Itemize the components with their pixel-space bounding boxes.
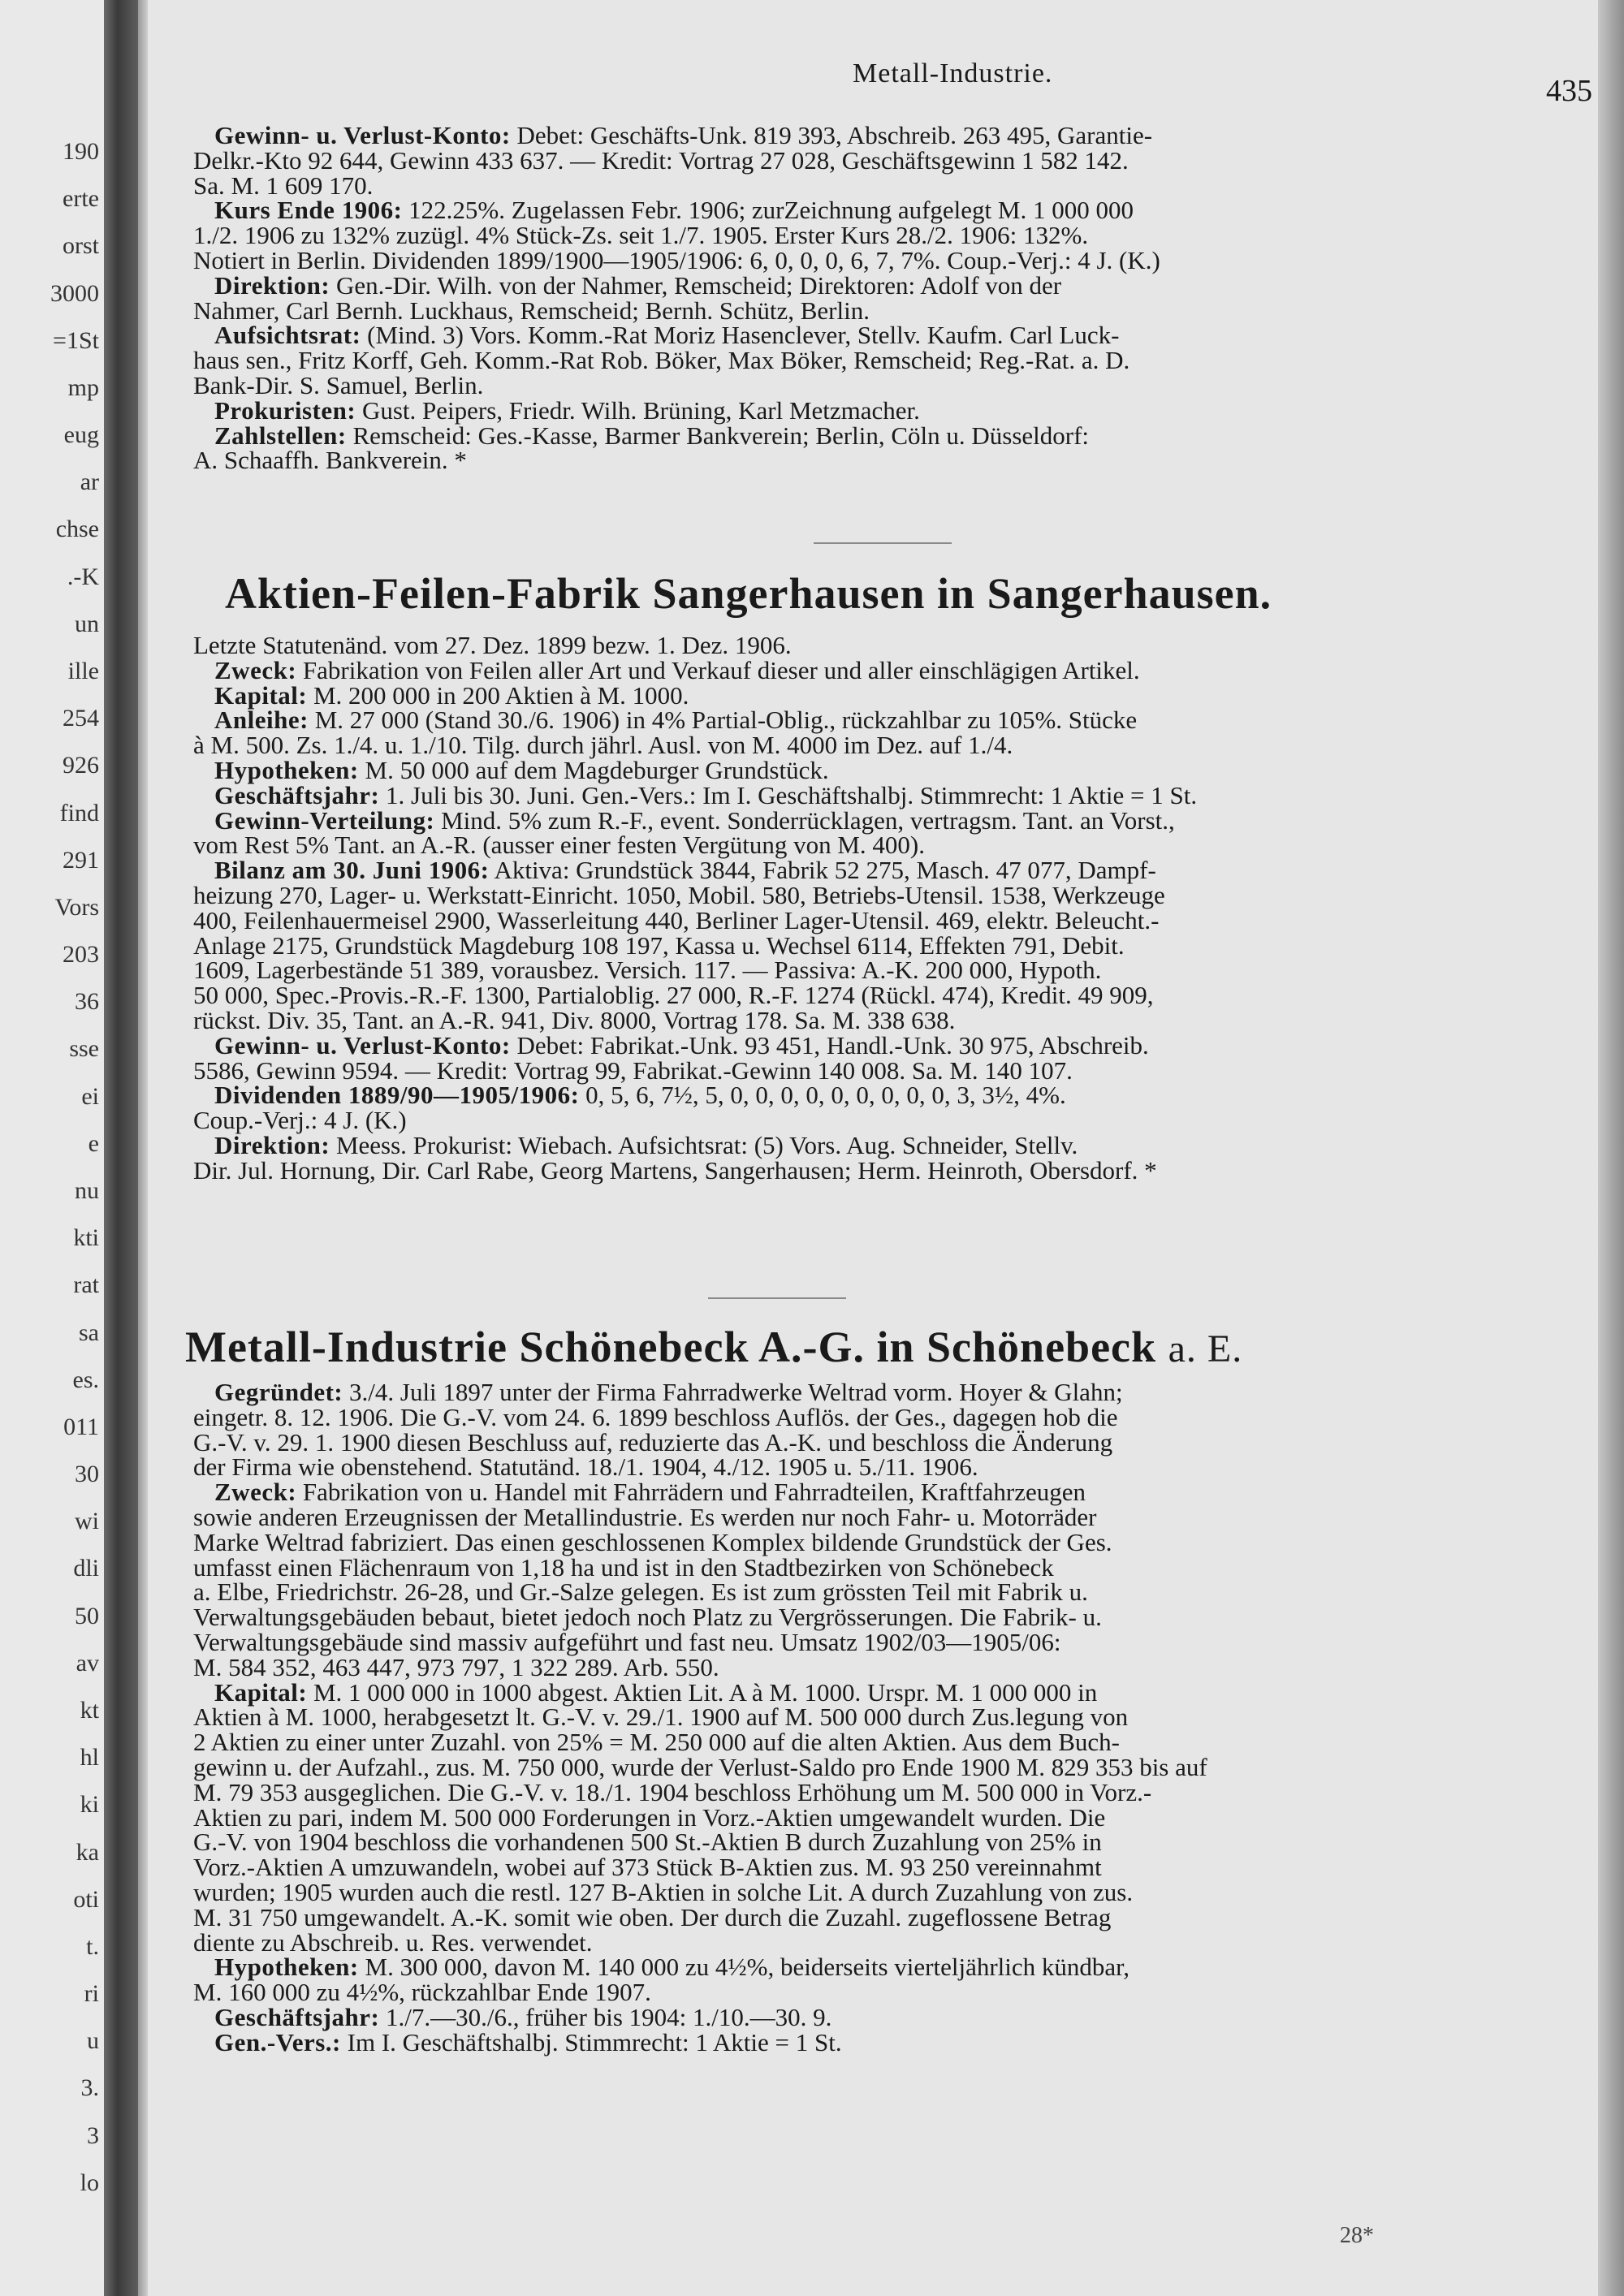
entry-label: Direktion: <box>214 1130 330 1159</box>
text-line <box>190 1730 1583 1755</box>
entry-text: wurden; 1905 wurden auch die restl. 127 B-Aktien in solche Lit. A durch Zuzahlung von zus. <box>193 1877 1134 1906</box>
entry-text: 1. Juli bis 30. Juni. Gen.-Vers.: Im I. Geschäftshalbj. Stimmrecht: 1 Aktie = 1 St. <box>379 780 1198 809</box>
text-line <box>190 296 1583 325</box>
text-line <box>190 1030 1583 1060</box>
entry-text: M. 31 750 umgewandelt. A.-K. somit wie oben. Der durch die Zuzahl. zugeflossene Betrag <box>193 1902 1112 1931</box>
text-line <box>190 395 1583 425</box>
entry-label: Hypotheken: <box>214 755 359 784</box>
left-page-fragment: ille <box>67 658 99 684</box>
left-page-fragment: 291 <box>63 846 99 874</box>
entry-text: M. 200 000 in 200 Aktien à M. 1000. <box>307 680 689 710</box>
left-page-fragment: ar <box>80 468 99 496</box>
entry-text: diente zu Abschreib. u. Res. verwendet. <box>193 1927 593 1957</box>
text-line <box>190 905 1583 934</box>
left-page-fragment: erte <box>63 185 99 213</box>
entry-label: Dividenden 1889/90—1905/1906: <box>214 1081 580 1110</box>
heading-tail: a. E. <box>1168 1327 1243 1370</box>
book-page <box>148 0 1598 2296</box>
text-line <box>190 755 1583 784</box>
entry-text: Debet: Geschäfts-Unk. 819 393, Abschreib. 263 495, Garantie- <box>510 121 1153 149</box>
left-page-fragment: t. <box>86 1932 99 1960</box>
left-page-fragment: ei <box>81 1082 99 1110</box>
entry-label: Kurs Ende 1906: <box>214 196 403 225</box>
text-line <box>190 1452 1583 1482</box>
entry-text: Gust. Peipers, Friedr. Wilh. Brüning, Karl Metzmacher. <box>356 395 920 425</box>
entry-label: Gegründet: <box>214 1378 343 1406</box>
entry-text: Remscheid: Ges.-Kasse, Barmer Bankverein; Berlin, Cöln u. Düsseldorf: <box>346 421 1090 450</box>
entry-text: Notiert in Berlin. Dividenden 1899/1900—1905/1906: 6, 0, 0, 0, 6, 7, 7%. Coup.-Verj.: 4 J. (K.) <box>193 245 1160 274</box>
left-page-fragment: rat <box>73 1271 99 1299</box>
entry-text: umfasst einen Flächenraum von 1,18 ha und ist in den Stadtbezirken von Schönebeck <box>193 1552 1054 1582</box>
text-line <box>190 1527 1583 1556</box>
heading-main: Metall-Industrie Schönebeck A.-G. in Schönebeck <box>185 1323 1157 1371</box>
text-line <box>190 170 1583 200</box>
text-line <box>190 123 1583 149</box>
left-page-fragment: av <box>76 1649 99 1677</box>
entry-text: Aktiva: Grundstück 3844, Fabrik 52 275, Masch. 47 077, Dampf- <box>489 856 1156 885</box>
entry-label: Kapital: <box>214 680 308 710</box>
left-page-fragment: .-K <box>67 563 99 590</box>
entry-text: M. 27 000 (Stand 30./6. 1906) in 4% Partial-Oblig., rückzahlbar zu 105%. Stücke <box>308 706 1138 735</box>
left-page-fragment: 926 <box>63 752 99 779</box>
text-line <box>190 1380 1583 1405</box>
adjacent-left-page <box>0 0 104 2296</box>
left-page-fragment: mp <box>67 373 99 401</box>
left-page-fragment: 50 <box>75 1602 99 1629</box>
text-line <box>190 1902 1583 1931</box>
text-line <box>190 655 1583 684</box>
entry-text: G.-V. von 1904 beschloss die vorhandenen 500 St.-Aktien B durch Zuzahlung von 25% in <box>193 1828 1102 1857</box>
page-right-edge <box>1598 0 1624 2296</box>
left-page-fragment: =1St <box>53 326 99 354</box>
left-page-fragment: 30 <box>75 1461 99 1488</box>
entry-text: à M. 500. Zs. 1./4. u. 1./10. Tilg. durch jährl. Ausl. von M. 4000 im Dez. auf 1./4. <box>193 731 1013 760</box>
text-line <box>190 1427 1583 1457</box>
section-continuation <box>190 123 1583 473</box>
text-line <box>190 348 1583 373</box>
entry-label: Direktion: <box>214 270 330 300</box>
entry-text: 122.25%. Zugelassen Febr. 1906; zurZeichnung aufgelegt M. 1 000 000 <box>402 196 1134 225</box>
left-page-fragment: 3 <box>87 2121 99 2149</box>
text-line <box>190 983 1583 1008</box>
text-line <box>190 1877 1583 1906</box>
left-page-fragment: 3. <box>80 2074 99 2102</box>
left-page-fragment: ka <box>76 1838 99 1866</box>
entry-text: M. 1 000 000 in 1000 abgest. Aktien Lit. A à M. 1000. Urspr. M. 1 000 000 in <box>307 1677 1098 1707</box>
entry-text: a. Elbe, Friedrichstr. 26-28, und Gr.-Salze gelegen. Es ist zum grössten Teil mit Fabrik u. <box>193 1577 1088 1607</box>
entry-text: M. 50 000 auf dem Magdeburger Grundstück. <box>358 755 829 784</box>
entry-text: eingetr. 8. 12. 1906. Die G.-V. vom 24. 6. 1899 beschloss Auflös. der Ges., dagegen hob die <box>193 1402 1118 1431</box>
entry-text: Letzte Statutenänd. vom 27. Dez. 1899 bezw. 1. Dez. 1906. <box>193 631 792 659</box>
entry-text: M. 584 352, 463 447, 973 797, 1 322 289. Arb. 550. <box>193 1652 719 1681</box>
entry-text: Nahmer, Carl Bernh. Luckhaus, Remscheid; Bernh. Schütz, Berlin. <box>193 296 870 325</box>
left-page-fragment: kt <box>80 1697 99 1724</box>
text-line <box>190 1955 1583 1980</box>
entry-text: Delkr.-Kto 92 644, Gewinn 433 637. — Kredit: Vortrag 27 028, Geschäftsgewinn 1 582 142. <box>193 145 1129 175</box>
entry-text: Fabrikation von u. Handel mit Fahrrädern und Fahrradteilen, Kraftfahrzeugen <box>296 1478 1086 1507</box>
left-page-fragment: ki <box>80 1791 99 1819</box>
text-line <box>190 1005 1583 1034</box>
left-page-fragment: 254 <box>63 705 99 732</box>
entry-text: der Firma wie obenstehend. Statutänd. 18./1. 1904, 4./12. 1905 u. 5./11. 1906. <box>193 1452 978 1482</box>
entry-text: M. 160 000 zu 4½%, rückzahlbar Ende 1907. <box>193 1978 651 2007</box>
entry-text: Bank-Dir. S. Samuel, Berlin. <box>193 370 484 399</box>
text-line <box>190 2002 1583 2031</box>
left-page-fragment: es. <box>72 1366 99 1393</box>
entry-text: Vorz.-Aktien A umzuwandeln, wobei auf 373 Stück B-Aktien zus. M. 93 250 vereinnahmt <box>193 1853 1102 1882</box>
left-page-fragment: wi <box>75 1508 99 1535</box>
left-page-fragment: sse <box>69 1035 99 1063</box>
text-line <box>190 1830 1583 1855</box>
text-line <box>190 880 1583 909</box>
left-page-fragment: find <box>59 799 99 826</box>
left-page-fragment: un <box>75 610 99 637</box>
text-line <box>190 323 1583 348</box>
entry-text: Gen.-Dir. Wilh. von der Nahmer, Remscheid; Direktoren: Adolf von der <box>330 270 1062 300</box>
text-line <box>190 1777 1583 1806</box>
entry-label: Gewinn-Verteilung: <box>214 805 435 835</box>
entry-text: Fabrikation von Feilen aller Art und Verkauf dieser und aller einschlägigen Artikel. <box>296 655 1140 684</box>
entry-text: Meess. Prokurist: Wiebach. Aufsichtsrat: (5) Vors. Aug. Schneider, Stellv. <box>330 1130 1078 1159</box>
text-line <box>190 633 1583 658</box>
text-line <box>190 733 1583 758</box>
entry-text: A. Schaaffh. Bankverein. * <box>193 446 467 475</box>
text-line <box>190 1752 1583 1781</box>
text-line <box>190 145 1583 175</box>
section-schoenebeck-body <box>190 1380 1583 2056</box>
running-head: Metall-Industrie. <box>853 58 1053 88</box>
entry-text: Aktien zu pari, indem M. 500 000 Forderungen in Vorz.-Aktien umgewandelt wurden. Die <box>193 1802 1106 1832</box>
left-page-fragment: kti <box>73 1224 99 1252</box>
entry-text: Mind. 5% zum R.-F., event. Sonderrücklagen, vertragsm. Tant. an Vorst., <box>434 805 1175 835</box>
entry-text: Marke Weltrad fabriziert. Das einen geschlossenen Komplex bildende Grundstück der Ges. <box>193 1527 1112 1556</box>
left-page-fragment: lo <box>80 2169 99 2196</box>
text-line <box>190 833 1583 858</box>
text-line <box>190 1083 1583 1108</box>
entry-text: 5586, Gewinn 9594. — Kredit: Vortrag 99, Fabrikat.-Gewinn 140 008. Sa. M. 140 107. <box>193 1055 1073 1085</box>
entry-text: 3./4. Juli 1897 unter der Firma Fahrradwerke Weltrad vorm. Hoyer & Glahn; <box>343 1378 1123 1406</box>
section-sangerhausen-body <box>190 633 1583 1184</box>
entry-text: Debet: Fabrikat.-Unk. 93 451, Handl.-Unk. 30 975, Abschreib. <box>510 1030 1149 1060</box>
text-line <box>190 1802 1583 1832</box>
left-page-fragment: 3000 <box>50 279 99 307</box>
text-line <box>190 1502 1583 1531</box>
text-line <box>190 1627 1583 1656</box>
left-page-fragment: hl <box>80 1744 99 1772</box>
text-line <box>190 1927 1583 1957</box>
left-page-fragment: 203 <box>63 941 99 969</box>
text-line <box>190 1108 1583 1133</box>
entry-text: sowie anderen Erzeugnissen der Metallindustrie. Es werden nur noch Fahr- u. Motorräder <box>193 1502 1097 1531</box>
section-heading-sangerhausen: Aktien-Feilen-Fabrik Sangerhausen in Sangerhausen. <box>225 569 1272 618</box>
entry-label: Anleihe: <box>214 706 309 735</box>
entry-label: Geschäftsjahr: <box>214 780 380 809</box>
entry-text: 400, Feilenhauermeisel 2900, Wasserleitung 440, Berliner Lager-Utensil. 469, elektr. Beleucht.- <box>193 905 1160 934</box>
section-heading-schoenebeck <box>185 1322 1549 1372</box>
entry-text: heizung 270, Lager- u. Werkstatt-Einricht. 1050, Mobil. 580, Betriebs-Utensil. 1538, Werkzeuge <box>193 880 1165 909</box>
text-line <box>190 958 1583 983</box>
left-page-fragment: dli <box>73 1555 99 1582</box>
left-page-fragment: ri <box>84 1980 99 2008</box>
text-line <box>190 1652 1583 1681</box>
entry-text: gewinn u. der Aufzahl., zus. M. 750 000, wurde der Verlust-Saldo pro Ende 1900 M. 829 353 bis auf <box>193 1752 1207 1781</box>
text-line <box>190 1980 1583 2005</box>
left-page-fragment: oti <box>73 1885 99 1913</box>
text-line <box>190 1577 1583 1607</box>
entry-text: vom Rest 5% Tant. an A.-R. (ausser einer festen Vergütung von M. 400). <box>193 831 925 860</box>
left-page-fragment: u <box>87 2027 99 2055</box>
text-line <box>190 270 1583 300</box>
text-line <box>190 680 1583 710</box>
entry-text: G.-V. v. 29. 1. 1900 diesen Beschluss auf, reduzierte das A.-K. und beschloss die Änderung <box>193 1427 1113 1457</box>
entry-label: Zweck: <box>214 655 297 684</box>
entry-label: Kapital: <box>214 1677 308 1707</box>
text-line <box>190 245 1583 274</box>
section-divider <box>814 542 952 544</box>
page-number: 435 <box>1546 74 1592 108</box>
left-page-fragment: sa <box>79 1318 99 1346</box>
entry-label: Prokuristen: <box>214 395 356 425</box>
text-line <box>190 930 1583 960</box>
entry-text: M. 79 353 ausgeglichen. Die G.-V. v. 18./1. 1904 beschloss Erhöhung um M. 500 000 in Vorz.- <box>193 1777 1152 1806</box>
entry-label: Geschäftsjahr: <box>214 2002 380 2031</box>
entry-label: Hypotheken: <box>214 1953 359 1982</box>
text-line <box>190 223 1583 248</box>
entry-text: Sa. M. 1 609 170. <box>193 170 374 200</box>
entry-label: Bilanz am 30. Juni 1906: <box>214 856 490 885</box>
book-gutter <box>104 0 138 2296</box>
entry-text: 1609, Lagerbestände 51 389, vorausbez. Versich. 117. — Passiva: A.-K. 200 000, Hypoth. <box>193 956 1102 985</box>
left-page-fragment: 36 <box>75 988 99 1016</box>
entry-text: haus sen., Fritz Korff, Geh. Komm.-Rat Rob. Böker, Max Böker, Remscheid; Reg.-Rat. a. D. <box>193 346 1130 375</box>
left-page-fragment: chse <box>55 516 99 543</box>
entry-text: 50 000, Spec.-Provis.-R.-F. 1300, Partialoblig. 27 000, R.-F. 1274 (Rückl. 474), Kredit. 49 909, <box>193 981 1154 1010</box>
entry-text: 0, 5, 6, 7½, 5, 0, 0, 0, 0, 0, 0, 0, 0, 0, 3, 3½, 4%. <box>579 1081 1066 1110</box>
text-line <box>190 1402 1583 1431</box>
text-line <box>190 1605 1583 1630</box>
entry-text: Verwaltungsgebäude sind massiv aufgeführt und fast neu. Umsatz 1902/03—1905/06: <box>193 1627 1061 1656</box>
left-page-fragment: eug <box>63 421 99 449</box>
text-line <box>190 1705 1583 1730</box>
entry-text: Anlage 2175, Grundstück Magdeburg 108 197, Kassa u. Wechsel 6114, Effekten 791, Debit. <box>193 930 1125 960</box>
entry-text: Verwaltungsgebäuden bebaut, bietet jedoch noch Platz zu Vergrösserungen. Die Fabrik- u. <box>193 1603 1102 1632</box>
printer-signature: 28* <box>1340 2223 1374 2248</box>
text-line <box>190 1155 1583 1185</box>
text-line <box>190 1055 1583 1085</box>
text-line <box>190 421 1583 450</box>
text-line <box>190 708 1583 733</box>
entry-text: 2 Aktien zu einer unter Zuzahl. von 25% = M. 250 000 auf die alten Aktien. Aus dem Buch- <box>193 1728 1120 1757</box>
text-line <box>190 780 1583 809</box>
entry-text: (Mind. 3) Vors. Komm.-Rat Moriz Hasenclever, Stellv. Kaufm. Carl Luck- <box>361 321 1120 350</box>
text-line <box>190 2027 1583 2056</box>
entry-text: Aktien à M. 1000, herabgesetzt lt. G.-V. v. 29./1. 1900 auf M. 500 000 durch Zus.legung von <box>193 1703 1129 1732</box>
entry-text: M. 300 000, davon M. 140 000 zu 4½%, beiderseits vierteljährlich kündbar, <box>358 1953 1129 1982</box>
entry-text: Coup.-Verj.: 4 J. (K.) <box>193 1106 407 1135</box>
entry-label: Aufsichtsrat: <box>214 321 361 350</box>
gutter-edge <box>138 0 148 2296</box>
left-page-fragment: orst <box>63 232 99 260</box>
entry-text: 1./7.—30./6., früher bis 1904: 1./10.—30. 9. <box>379 2002 832 2031</box>
entry-label: Zweck: <box>214 1478 297 1507</box>
entry-label: Gewinn- u. Verlust-Konto: <box>214 121 511 149</box>
entry-label: Gen.-Vers.: <box>214 2027 341 2056</box>
left-page-fragment: e <box>88 1129 99 1157</box>
entry-text: Im I. Geschäftshalbj. Stimmrecht: 1 Aktie = 1 St. <box>340 2027 842 2056</box>
left-page-fragment: 011 <box>63 1413 99 1440</box>
entry-text: 1./2. 1906 zu 132% zuzügl. 4% Stück-Zs. seit 1./7. 1905. Erster Kurs 28./2. 1906: 132%. <box>193 221 1089 250</box>
left-page-fragment: nu <box>75 1177 99 1204</box>
text-line <box>190 1855 1583 1880</box>
entry-label: Zahlstellen: <box>214 421 347 450</box>
left-page-fragment: Vors <box>54 893 99 921</box>
text-line <box>190 1130 1583 1159</box>
text-line <box>190 198 1583 223</box>
entry-text: rückst. Div. 35, Tant. an A.-R. 941, Div. 8000, Vortrag 178. Sa. M. 338 638. <box>193 1005 956 1034</box>
section-divider <box>708 1297 846 1299</box>
left-page-fragment: 190 <box>63 138 99 165</box>
entry-text: Dir. Jul. Hornung, Dir. Carl Rabe, Georg Martens, Sangerhausen; Herm. Heinroth, Obersdorf. * <box>193 1155 1157 1185</box>
text-line <box>190 805 1583 835</box>
text-line <box>190 1677 1583 1707</box>
entry-label: Gewinn- u. Verlust-Konto: <box>214 1030 511 1060</box>
text-line <box>190 448 1583 473</box>
text-line <box>190 858 1583 883</box>
text-line <box>190 1480 1583 1505</box>
text-line <box>190 370 1583 399</box>
text-line <box>190 1552 1583 1582</box>
